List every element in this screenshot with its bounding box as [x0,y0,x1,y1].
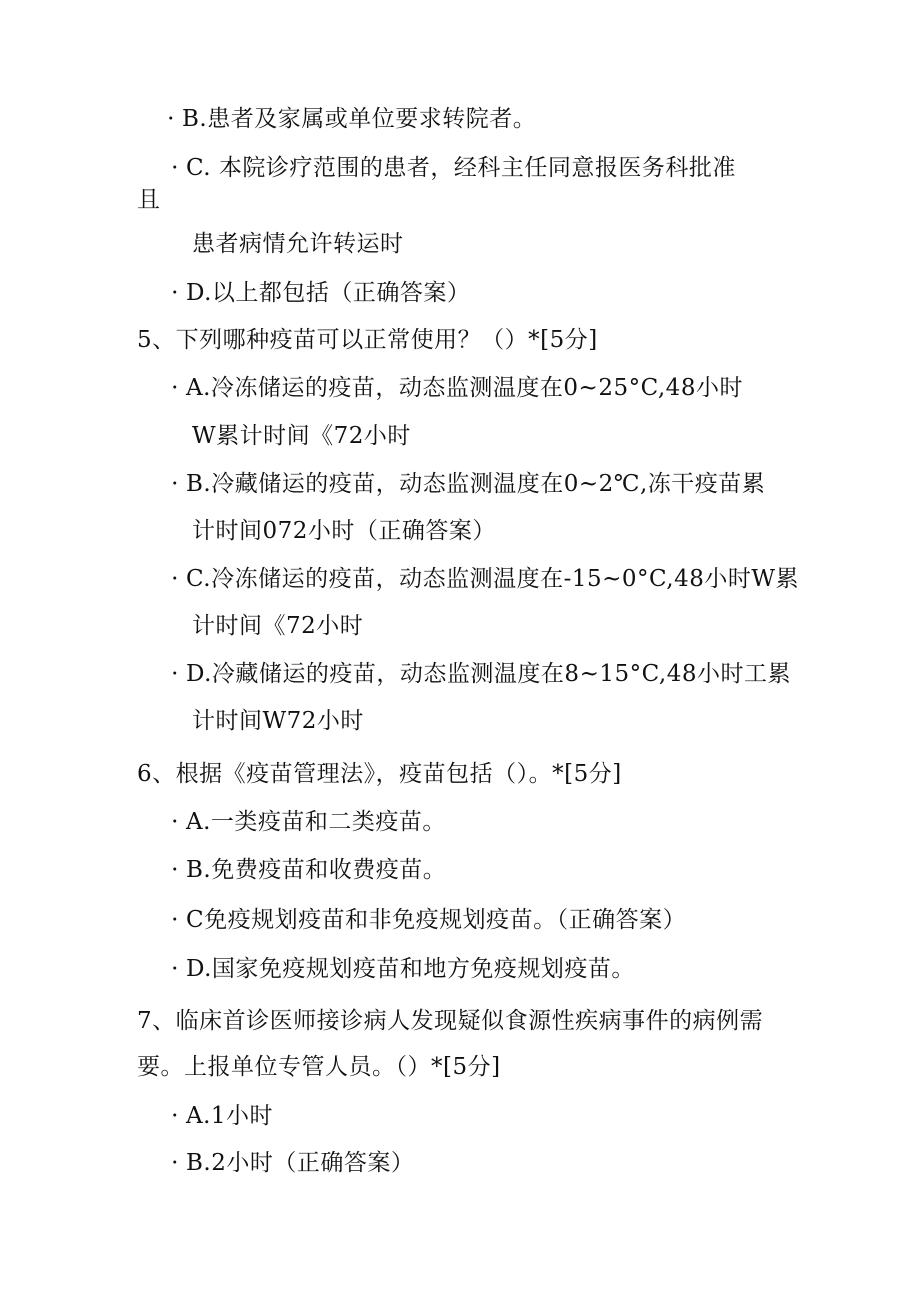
bullet-icon: · [171,1103,179,1129]
q5-option-a [164,373,743,403]
q5-option-b-text-1: B.冷藏储运的疫苗，动态监测温度在0~2℃,冻干疫苗累 [186,471,766,497]
q4-option-c-wrap: 且 [137,187,161,213]
q4-option-b-text: B.患者及家属或单位要求转院者。 [182,106,537,132]
q5-option-d-text-1: D.冷藏储运的疫苗，动态监测温度在8~15°C,48小时工累 [186,661,791,687]
q5-option-a-cont: W累计时间《72小时 [192,423,411,449]
bullet-icon: · [171,1150,179,1176]
q7-question-line-2: 要。上报单位专管人员。（）*[5分] [137,1054,501,1080]
q6-option-d [164,954,635,984]
q4-option-c-cont: 患者病情允许转运时 [192,231,404,257]
q6-option-a-text: A.一类疫苗和二类疫苗。 [186,809,446,835]
bullet-icon: · [171,155,179,181]
bullet-icon: · [171,471,179,497]
q7-option-b-text: B.2小时（正确答案） [186,1150,415,1176]
q5-option-c [164,564,799,594]
bullet-icon: · [171,809,179,835]
q4-option-b [160,104,536,134]
q6-option-c [164,905,686,935]
q6-option-b [164,855,446,885]
bullet-icon: · [167,106,175,132]
q5-option-c-cont: 计时间《72小时 [192,613,364,639]
bullet-icon: · [171,956,179,982]
q4-option-c-text-1: C. 本院诊疗范围的患者，经科主任同意报医务科批准 [186,155,736,181]
q5-option-c-text-1: C.冷冻储运的疫苗，动态监测温度在-15~0°C,48小时W累 [186,566,800,592]
q5-question: 5、下列哪种疫苗可以正常使用？（）*[5分] [137,327,598,353]
bullet-icon: · [171,661,179,687]
bullet-icon: · [171,280,179,306]
bullet-icon: · [171,857,179,883]
q7-option-a-text: A.1小时 [186,1103,274,1129]
q5-option-d [164,659,791,689]
q5-option-b [164,469,765,499]
q6-question: 6、根据《疫苗管理法》，疫苗包括（）。*[5分] [137,761,622,787]
q5-option-a-text-1: A.冷冻储运的疫苗，动态监测温度在0~25°C,48小时 [186,375,743,401]
q6-option-d-text: D.国家免疫规划疫苗和地方免疫规划疫苗。 [186,956,635,982]
q5-option-d-cont: 计时间W72小时 [192,708,364,734]
q6-option-a [164,807,446,837]
bullet-icon: · [171,566,179,592]
q7-question-line-1: 7、临床首诊医师接诊病人发现疑似食源性疾病事件的病例需 [137,1008,764,1034]
q7-option-a [164,1101,273,1131]
q5-option-b-cont: 计时间072小时（正确答案） [192,518,496,544]
q4-option-c [164,153,736,183]
q6-option-b-text: B.免费疫苗和收费疫苗。 [186,857,447,883]
bullet-icon: · [171,375,179,401]
q4-option-d [164,278,470,308]
q7-option-b [164,1148,414,1178]
q6-option-c-text: C免疫规划疫苗和非免疫规划疫苗。（正确答案） [186,907,687,933]
q4-option-d-text: D.以上都包括（正确答案） [186,280,471,306]
bullet-icon: · [171,907,179,933]
